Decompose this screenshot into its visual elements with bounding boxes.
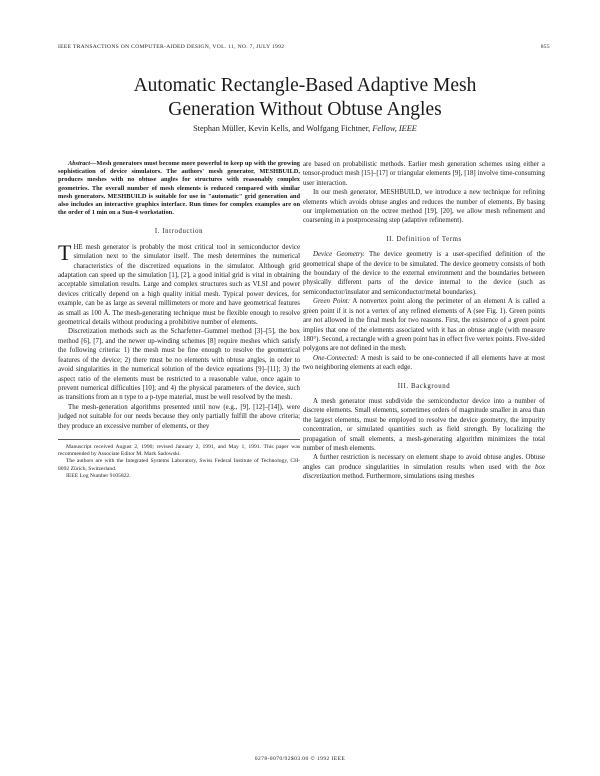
background-paragraph-2-end: method. Furthermore, simulations using meshes xyxy=(340,473,475,481)
section-heading-definitions: II. Definition of Terms xyxy=(386,235,462,243)
title-line-2: Generation Without Obtuse Angles xyxy=(168,99,442,120)
author-names: Stephan Müller, Kevin Kells, and Wolfgang Fichtner, xyxy=(193,124,371,133)
background-paragraph-1: A mesh generator must subdivide the semiconductor device into a number of discrete elements. Small elements, sometimes orders of magnitude smaller in area than the largest elements, must be employed to resolve the device geometry, the impurity concentration, or simulated quantities such as field strength. By localizing the propagation of small elements, a mesh-generating algorithm minimizes the total number of mesh elements. xyxy=(303,397,545,452)
intro-paragraph-2: Discretization methods such as the Scharfetter–Gummel method [3]–[5], the box method [6], [7], and the newer up-winding schemes [8] require meshes which satisfy the following criteria: 1) the mesh must be fine enough to resolve the geometrical features of the device; 2) there must be no elements with obtuse angles, in order to avoid singularities in the numerical solution of the device equations [9]–[11]; 3) the aspect ratio of the elements must be restricted to a reasonable value, once again to prevent numerical difficulties [10]; and 4) the physical parameters of the device, such as transitions from an n type to a p-type material, must be well resolved by the mesh. xyxy=(58,328,300,402)
abstract-lead: Abstract xyxy=(68,160,91,167)
definition-device-geometry xyxy=(303,250,545,297)
definition-green-point-text: A nonvertex point along the perimeter of an element A is called a green point if it is not a vertex of any refined elements of A (see Fig. 1). Green points are not allowed in the final mesh for two reasons. First, the existence of a green point implies that one of the elements associated with it has an obtuse angle (with measure 180°). Second, a rectangle with a green point has in effect five vertex points. Five-sided polygons are not defined in the mesh. xyxy=(303,298,546,353)
term-device-geometry: Device Geometry. xyxy=(313,251,365,259)
page-number: 855 xyxy=(540,44,550,50)
definition-green-point xyxy=(303,297,545,353)
abstract-text: —Mesh generators must become more powerful to keep up with the growing sophistication of device simulators. The authors' mesh generator, MESHBUILD, produces meshes with no obtuse angles for structures with reasonably complex geometries. The overall number of mesh elements is reduced compared with similar mesh generators. MESHBUILD is suitable for use in "automatic" grid generation and also includes an interactive graphics interface. Run times for complex examples are on the order of 1 min on a Sun-4 workstation. xyxy=(58,160,300,217)
paper-title xyxy=(60,74,550,122)
definition-device-geometry-text: The device geometry is a user-specified definition of the geometrical shape of the device to be simulated. The device geometry consists of both the boundary of the device to the external environment and the boundaries between physically different parts of the device internal to the device (such as semiconductor/insulator and semiconductor/metal boundaries). xyxy=(303,251,545,296)
intro-paragraph-3: The mesh-generation algorithms presented until now (e.g., [9], [12]–[14]), were judged not suitable for our needs because they only partially fulfill the above criteria; they produce an excessive number of elements, or they xyxy=(58,403,300,430)
abstract xyxy=(58,160,300,217)
section-heading-introduction: I. Introduction xyxy=(154,228,204,236)
right-paragraph-1: are based on probabilistic methods. Earlier mesh generation schemes using either a tensor-product mesh [15]–[17] or triangular elements [9], [18] involve time-consuming user interaction. xyxy=(303,161,545,187)
background-paragraph-2-start: A further restriction is necessary on element shape to avoid obtuse angles. Obtuse angles can produce singularities in simulation results when used with the xyxy=(303,454,545,471)
definition-one-connected-text: A mesh is said to be one-connected if all elements have at most two neighboring elements at each edge. xyxy=(303,354,545,372)
author-line xyxy=(60,124,550,133)
term-box-discretization: box discretization xyxy=(303,463,545,481)
footnote-received: Manuscript received August 2, 1990; revised January 2, 1991, and May 1, 1991. This paper was recommended by Associate Editor M. Mark Sadowski. xyxy=(58,443,300,458)
author-role: Fellow, IEEE xyxy=(372,124,417,133)
term-one-connected: One-Connected: xyxy=(313,354,359,362)
running-head xyxy=(58,44,550,50)
right-column xyxy=(303,160,545,482)
footnote xyxy=(58,439,300,480)
copyright-footer: 0278-0070/92$03.00 © 1992 IEEE xyxy=(254,756,346,762)
section-heading-background: III. Background xyxy=(397,382,451,390)
left-column xyxy=(58,160,300,480)
background-paragraph-2 xyxy=(303,453,545,481)
footnote-affiliation: The authors are with the Integrated Systems Laboratory, Swiss Federal Institute of Technology, CH-8092 Zürich, Switzerland. xyxy=(58,458,300,472)
journal-header: IEEE TRANSACTIONS ON COMPUTER-AIDED DESIGN, VOL. 11, NO. 7, JULY 1992 xyxy=(58,44,285,50)
right-paragraph-2: In our mesh generator, MESHBUILD, we introduce a new technique for refining elements which avoids obtuse angles and reduces the number of elements. By basing our implementation on the octree method [19], [20], we allow mesh refinement and coarsening in a postprocessing step (adaptive refinement). xyxy=(303,189,545,225)
definition-one-connected xyxy=(303,354,545,373)
footnote-log: IEEE Log Number 9105822. xyxy=(66,472,131,479)
drop-cap: T xyxy=(58,239,72,265)
intro-paragraph-1-text: HE mesh generator is probably the most critical tool in semiconductor device simulation next to the simulator itself. The mesh determines the numerical characteristics of the discretized equations in the simulator. Although grid adaptation can speed up the simulation [1], [2], a good initial grid is vital in obtaining acceptable simulation results. Large and complex structures such as VLSI and power devices critically depend on a high quality initial mesh. Typical power devices, for example, can be as large as several millimeters or more and have geometrical features as small as 100 Å. The mesh-generating technique must be flexible enough to resolve geometrical details without producing a prohibitive number of elements. xyxy=(58,243,300,327)
term-green-point: Green Point: xyxy=(313,298,350,306)
title-line-1: Automatic Rectangle-Based Adaptive Mesh xyxy=(133,75,477,96)
intro-paragraph-1 xyxy=(58,239,300,328)
